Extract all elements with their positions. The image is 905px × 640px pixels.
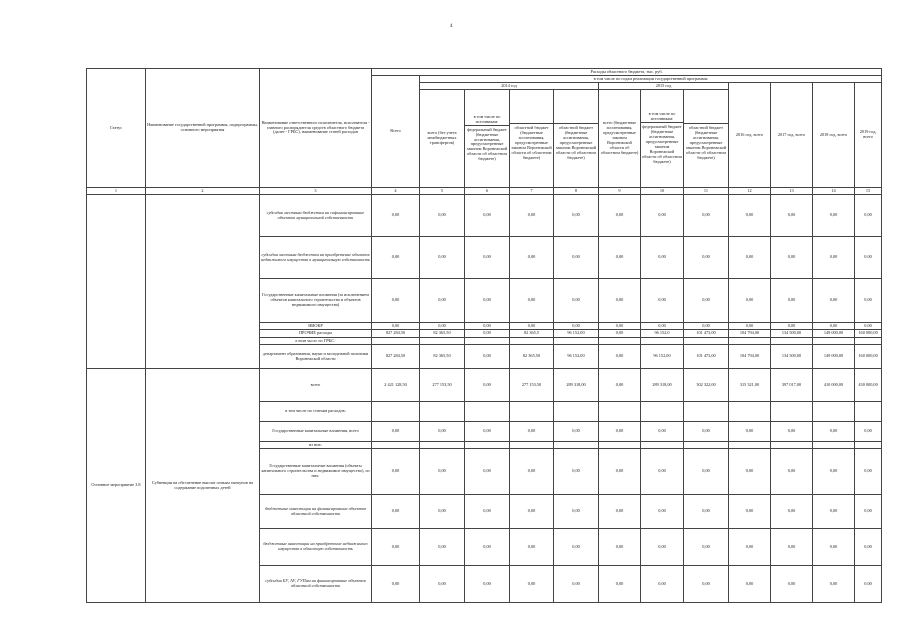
value-cell: 277 153,50 [510, 369, 554, 402]
value-cell [465, 338, 510, 345]
value-cell [684, 442, 729, 449]
value-cell: 96 152,00 [554, 330, 599, 338]
value-cell: 0,00 [813, 323, 855, 330]
value-cell: 0,00 [420, 195, 465, 237]
value-cell [641, 442, 684, 449]
value-cell: 0,00 [641, 449, 684, 495]
header-col-7: областной бюджет (бюджетные ассигнования, предусмотренные законом Воронежской области об областном бюджете) [554, 90, 599, 188]
value-cell: 0,00 [771, 237, 813, 279]
value-cell: 0,00 [372, 422, 420, 442]
value-cell [729, 402, 771, 422]
column-number: 4 [372, 188, 420, 195]
value-cell: 0,00 [684, 422, 729, 442]
value-cell [813, 338, 855, 345]
value-cell: 82 365,50 [510, 345, 554, 369]
value-cell: 0,00 [510, 279, 554, 323]
value-cell: 0,00 [813, 495, 855, 529]
value-cell: 0,00 [510, 195, 554, 237]
value-cell: 0,00 [729, 237, 771, 279]
column-number: 14 [813, 188, 855, 195]
value-cell: 0,00 [855, 422, 882, 442]
value-cell [855, 402, 882, 422]
value-cell: 0,00 [420, 422, 465, 442]
value-cell: 0,00 [465, 422, 510, 442]
table-row [87, 195, 882, 237]
value-cell: 0,00 [599, 369, 641, 402]
value-cell: 0,00 [813, 279, 855, 323]
value-cell [684, 402, 729, 422]
value-cell: 0,00 [465, 237, 510, 279]
value-cell: 0,00 [855, 566, 882, 603]
value-cell: 0,00 [641, 566, 684, 603]
header-col-10: областной бюджет (бюджетные ассигнования, предусмотренные законом Воронежской области об областном бюджете) [684, 90, 729, 188]
value-cell: 0,00 [855, 495, 882, 529]
value-cell: 0,00 [510, 495, 554, 529]
value-cell: 430 000,00 [855, 369, 882, 402]
column-number: 1 [87, 188, 146, 195]
program-cell-empty [146, 195, 260, 369]
value-cell: 101 473,00 [684, 330, 729, 338]
value-cell: 827 284,50 [372, 330, 420, 338]
value-cell: 0,00 [813, 237, 855, 279]
value-cell [554, 402, 599, 422]
value-cell: 397 017,00 [771, 369, 813, 402]
value-cell: 0,00 [372, 495, 420, 529]
value-cell: 0,00 [420, 529, 465, 566]
header-col-4: всего (без учета межбюджетных трансфертов) [420, 90, 465, 188]
row-label: НИОКР [260, 323, 372, 330]
value-cell: 101 473,00 [684, 345, 729, 369]
value-cell: 0,00 [465, 449, 510, 495]
value-cell: 0,00 [554, 529, 599, 566]
row-label: субсидии БУ, АУ, ГУПам на финансирование объектов областной собственности [260, 566, 372, 603]
value-cell: 0,00 [554, 195, 599, 237]
value-cell: 0,00 [599, 449, 641, 495]
row-label: всего [260, 369, 372, 402]
value-cell: 0,00 [684, 449, 729, 495]
table-header [87, 69, 882, 195]
value-cell: 0,00 [855, 529, 882, 566]
value-cell: 96 152,00 [641, 345, 684, 369]
value-cell: 0,00 [599, 345, 641, 369]
value-cell: 0,00 [554, 237, 599, 279]
value-cell: 82 365,50 [420, 330, 465, 338]
value-cell: 134 500,00 [771, 330, 813, 338]
header-col-11: 2016 год, всего [729, 83, 771, 188]
value-cell [372, 442, 420, 449]
value-cell: 0,00 [465, 529, 510, 566]
value-cell: 0,00 [465, 495, 510, 529]
value-cell: 0,00 [813, 195, 855, 237]
value-cell: 0,00 [420, 279, 465, 323]
value-cell: 827 284,50 [372, 345, 420, 369]
value-cell: 0,00 [599, 495, 641, 529]
column-number: 10 [641, 188, 684, 195]
value-cell: 0,00 [372, 529, 420, 566]
value-cell [729, 338, 771, 345]
value-cell: 0,00 [510, 237, 554, 279]
value-cell [771, 442, 813, 449]
value-cell [855, 442, 882, 449]
value-cell: 0,00 [599, 330, 641, 338]
column-number: 6 [465, 188, 510, 195]
value-cell: 0,00 [684, 237, 729, 279]
value-cell: 0,00 [855, 195, 882, 237]
value-cell [813, 402, 855, 422]
value-cell: 160 000,00 [855, 345, 882, 369]
value-cell: 0,00 [813, 449, 855, 495]
row-label: из них: [260, 442, 372, 449]
value-cell: 0,00 [771, 566, 813, 603]
value-cell: 0,00 [641, 279, 684, 323]
value-cell: 0,00 [771, 449, 813, 495]
status-cell-empty [87, 195, 146, 369]
column-number: 3 [260, 188, 372, 195]
value-cell: 0,00 [510, 529, 554, 566]
value-cell: 96 152,0 [641, 330, 684, 338]
value-cell: 2 421 128,50 [372, 369, 420, 402]
value-cell: 82 365,50 [420, 345, 465, 369]
value-cell: 0,00 [420, 237, 465, 279]
value-cell: 0,00 [855, 279, 882, 323]
value-cell [641, 338, 684, 345]
value-cell: 410 000,00 [813, 369, 855, 402]
value-cell: 0,00 [684, 195, 729, 237]
value-cell: 0,00 [855, 449, 882, 495]
header-year-2015: 2015 год [599, 83, 729, 90]
value-cell: 82 365,5 [510, 330, 554, 338]
value-cell: 0,00 [729, 529, 771, 566]
value-cell [510, 442, 554, 449]
value-cell [599, 442, 641, 449]
value-cell: 96 152,00 [554, 345, 599, 369]
value-cell: 0,00 [420, 495, 465, 529]
value-cell [599, 338, 641, 345]
row-label: субсидии местным бюджетам на софинансирование объектов муниципальной собственности [260, 195, 372, 237]
value-cell [813, 442, 855, 449]
value-cell: 0,00 [684, 529, 729, 566]
value-cell [554, 338, 599, 345]
value-cell: 0,00 [554, 566, 599, 603]
budget-table [86, 68, 882, 603]
value-cell: 0,00 [599, 529, 641, 566]
row-label: бюджетные инвестиции на финансирование объектов областной собственности [260, 495, 372, 529]
value-cell: 0,00 [599, 195, 641, 237]
value-cell: 0,00 [684, 323, 729, 330]
value-cell [420, 442, 465, 449]
row-label: Государственные капитальные вложения (объекты капитального строительства и недвижимое имущество), из них: [260, 449, 372, 495]
value-cell: 0,00 [771, 279, 813, 323]
value-cell: 0,00 [641, 237, 684, 279]
header-col-13: 2018 год, всего [813, 83, 855, 188]
value-cell: 0,00 [771, 495, 813, 529]
header-col-6: областной бюджет (бюджетные ассигнования, предусмотренные законом Воронежской области об областном бюджете) [510, 90, 554, 188]
value-cell: 0,00 [372, 323, 420, 330]
table-row [87, 369, 882, 402]
value-cell: 0,00 [554, 422, 599, 442]
header-col-5: в том числе по источникам: федеральный бюджет (бюджетные ассигнования, предусмотренные законом Воронежской области об областном бюджете) [465, 90, 510, 188]
value-cell: 0,00 [510, 566, 554, 603]
header-col-14: 2019 год, всего [855, 83, 882, 188]
value-cell: 0,00 [813, 529, 855, 566]
header-col-12: 2017 год, всего [771, 83, 813, 188]
row-label: бюджетные инвестиции на приобретение недвижимого имущества в областную собственность [260, 529, 372, 566]
value-cell: 134 500,00 [771, 345, 813, 369]
column-number-row [87, 188, 882, 195]
column-number: 13 [771, 188, 813, 195]
value-cell: 315 321,00 [729, 369, 771, 402]
header-year-2014: 2014 год [420, 83, 599, 90]
value-cell: 0,00 [465, 566, 510, 603]
value-cell: 0,00 [729, 449, 771, 495]
value-cell: 277 153,50 [420, 369, 465, 402]
row-label: ПРОЧИЕ расходы [260, 330, 372, 338]
value-cell: 0,00 [771, 195, 813, 237]
value-cell: 0,00 [729, 422, 771, 442]
value-cell: 0,00 [599, 279, 641, 323]
value-cell [372, 402, 420, 422]
header-status: Статус [87, 69, 146, 188]
value-cell [465, 402, 510, 422]
row-label: департамент образования, науки и молодежной политики Воронежской области [260, 345, 372, 369]
value-cell: 0,00 [729, 279, 771, 323]
value-cell: 0,00 [372, 449, 420, 495]
row-label: Государственные капитальные вложения (за исключением объектов капитального строительства и объектов недвижимого имущества) [260, 279, 372, 323]
value-cell [599, 402, 641, 422]
value-cell: 0,00 [465, 345, 510, 369]
value-cell [771, 338, 813, 345]
column-number: 15 [855, 188, 882, 195]
value-cell: 0,00 [855, 237, 882, 279]
value-cell: 0,00 [771, 529, 813, 566]
value-cell: 0,00 [684, 279, 729, 323]
column-number: 11 [684, 188, 729, 195]
program-name-cell: Субвенции на обеспечение выплат семьям опекунов на содержание подопечных детей [146, 369, 260, 603]
value-cell: 0,00 [771, 422, 813, 442]
value-cell: 0,00 [465, 369, 510, 402]
value-cell: 0,00 [599, 237, 641, 279]
value-cell: 289 318,00 [641, 369, 684, 402]
value-cell: 0,00 [372, 566, 420, 603]
header-group-subtitle: в том числе по годам реализации государственной программы [420, 76, 882, 83]
value-cell: 0,00 [554, 449, 599, 495]
value-cell: 302 322,00 [684, 369, 729, 402]
value-cell: 0,00 [465, 279, 510, 323]
value-cell: 0,00 [510, 449, 554, 495]
value-cell: 0,00 [855, 323, 882, 330]
value-cell: 0,00 [420, 323, 465, 330]
value-cell: 0,00 [372, 279, 420, 323]
row-label: в том числе по статьям расходов: [260, 402, 372, 422]
value-cell: 0,00 [641, 323, 684, 330]
table-body [87, 195, 882, 603]
value-cell: 149 000,00 [813, 345, 855, 369]
value-cell: 0,00 [684, 495, 729, 529]
value-cell [372, 338, 420, 345]
value-cell [510, 338, 554, 345]
value-cell [554, 442, 599, 449]
value-cell: 0,00 [554, 495, 599, 529]
header-col-8: всего (бюджетные ассигнования, предусмотренные законом Воронежской области об областном бюджете) [599, 90, 641, 188]
value-cell [771, 402, 813, 422]
value-cell: 0,00 [729, 195, 771, 237]
value-cell: 0,00 [372, 237, 420, 279]
value-cell [729, 442, 771, 449]
header-col-9: в том числе по источникам: федеральный бюджет (бюджетные ассигнования, предусмотренные законом Воронежской области об областном бюджете) [641, 90, 684, 188]
header-group-title: Расходы областного бюджета, тыс. руб. [372, 69, 882, 76]
row-label: в том числе по ГРБС: [260, 338, 372, 345]
value-cell: 0,00 [554, 323, 599, 330]
header-total: Всего [372, 76, 420, 188]
header-executor: Наименование ответственного исполнителя, исполнителя - главного распорядителя средств областного бюджета (далее - ГРБС), наименование статей расходов [260, 69, 372, 188]
value-cell: 0,00 [510, 323, 554, 330]
value-cell: 0,00 [771, 323, 813, 330]
value-cell [510, 402, 554, 422]
value-cell: 0,00 [465, 330, 510, 338]
value-cell: 0,00 [465, 195, 510, 237]
row-label: субсидии местным бюджетам на приобретение объектов недвижимого имущества в муниципальную собственность [260, 237, 372, 279]
value-cell: 104 794,00 [729, 345, 771, 369]
column-number: 9 [599, 188, 641, 195]
status-cell: Основное мероприятие 3.8 [87, 369, 146, 603]
value-cell: 0,00 [729, 495, 771, 529]
value-cell: 289 318,00 [554, 369, 599, 402]
value-cell: 0,00 [641, 195, 684, 237]
value-cell: 0,00 [510, 422, 554, 442]
column-number: 5 [420, 188, 465, 195]
column-number: 2 [146, 188, 260, 195]
column-number: 7 [510, 188, 554, 195]
value-cell: 160 000,00 [855, 330, 882, 338]
value-cell: 0,00 [641, 529, 684, 566]
value-cell: 0,00 [641, 495, 684, 529]
value-cell: 149 000,00 [813, 330, 855, 338]
value-cell: 0,00 [420, 566, 465, 603]
column-number: 12 [729, 188, 771, 195]
value-cell [420, 338, 465, 345]
value-cell: 0,00 [599, 566, 641, 603]
value-cell: 104 794,00 [729, 330, 771, 338]
value-cell: 0,00 [372, 195, 420, 237]
value-cell: 0,00 [641, 422, 684, 442]
value-cell: 0,00 [599, 422, 641, 442]
value-cell: 0,00 [554, 279, 599, 323]
value-cell: 0,00 [684, 566, 729, 603]
value-cell [684, 338, 729, 345]
value-cell: 0,00 [813, 566, 855, 603]
value-cell: 0,00 [813, 422, 855, 442]
value-cell [465, 442, 510, 449]
value-cell: 0,00 [729, 323, 771, 330]
column-number: 8 [554, 188, 599, 195]
value-cell: 0,00 [599, 323, 641, 330]
row-label: Государственные капитальные вложения, всего [260, 422, 372, 442]
value-cell: 0,00 [420, 449, 465, 495]
value-cell: 0,00 [729, 566, 771, 603]
value-cell [420, 402, 465, 422]
header-program-name: Наименование государственной программы, подпрограммы, основного мероприятия [146, 69, 260, 188]
page-number: 4 [450, 24, 453, 29]
value-cell [641, 402, 684, 422]
value-cell [855, 338, 882, 345]
value-cell: 0,00 [465, 323, 510, 330]
